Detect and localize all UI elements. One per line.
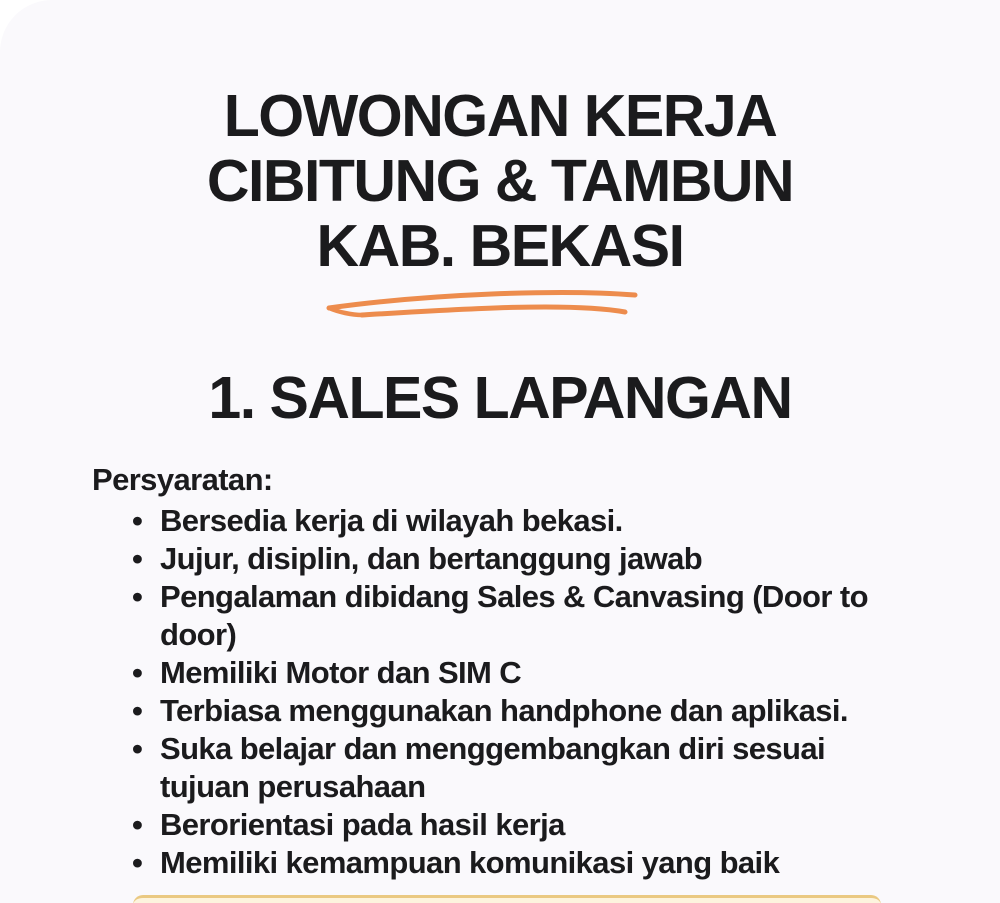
requirement-text: Jujur, disiplin, dan bertanggung jawab [160,541,703,576]
list-item [132,654,904,692]
requirement-text: Berorientasi pada hasil kerja [160,807,565,842]
requirements-section [92,461,904,882]
list-item [132,692,904,730]
list-item [132,578,904,654]
job-position-heading: 1. SALES LAPANGAN [208,365,792,431]
bullet-icon: • [132,655,143,690]
requirements-label: Persyaratan: [92,462,273,497]
bullet-icon: • [132,693,143,728]
bullet-icon: • [132,731,143,766]
requirements-list [92,502,904,882]
requirement-text: Pengalaman dibidang Sales & Canvasing (Door to door) [160,579,868,652]
title-line-3: KAB. BEKASI [316,213,684,279]
requirement-text: Terbiasa menggunakan handphone dan aplikasi. [160,693,848,728]
requirement-text: Suka belajar dan menggembangkan diri sesuai tujuan perusahaan [160,731,826,804]
list-item [132,540,904,578]
requirement-text: Bersedia kerja di wilayah bekasi. [160,503,623,538]
requirement-text: Memiliki kemampuan komunikasi yang baik [160,845,780,880]
cropped-bottom-banner [133,895,881,903]
list-item [132,502,904,540]
list-item [132,730,904,806]
title-line-2: CIBITUNG & TAMBUN [206,148,794,214]
list-item [132,806,904,844]
scribble-underline-icon [320,284,650,332]
bullet-icon: • [132,541,143,576]
title-line-1: LOWONGAN KERJA [223,83,777,149]
page-title [0,84,1000,279]
bullet-icon: • [132,845,143,880]
bullet-icon: • [132,807,143,842]
requirement-text: Memiliki Motor dan SIM C [160,655,522,690]
list-item [132,844,904,882]
bullet-icon: • [132,579,143,614]
bullet-icon: • [132,503,143,538]
